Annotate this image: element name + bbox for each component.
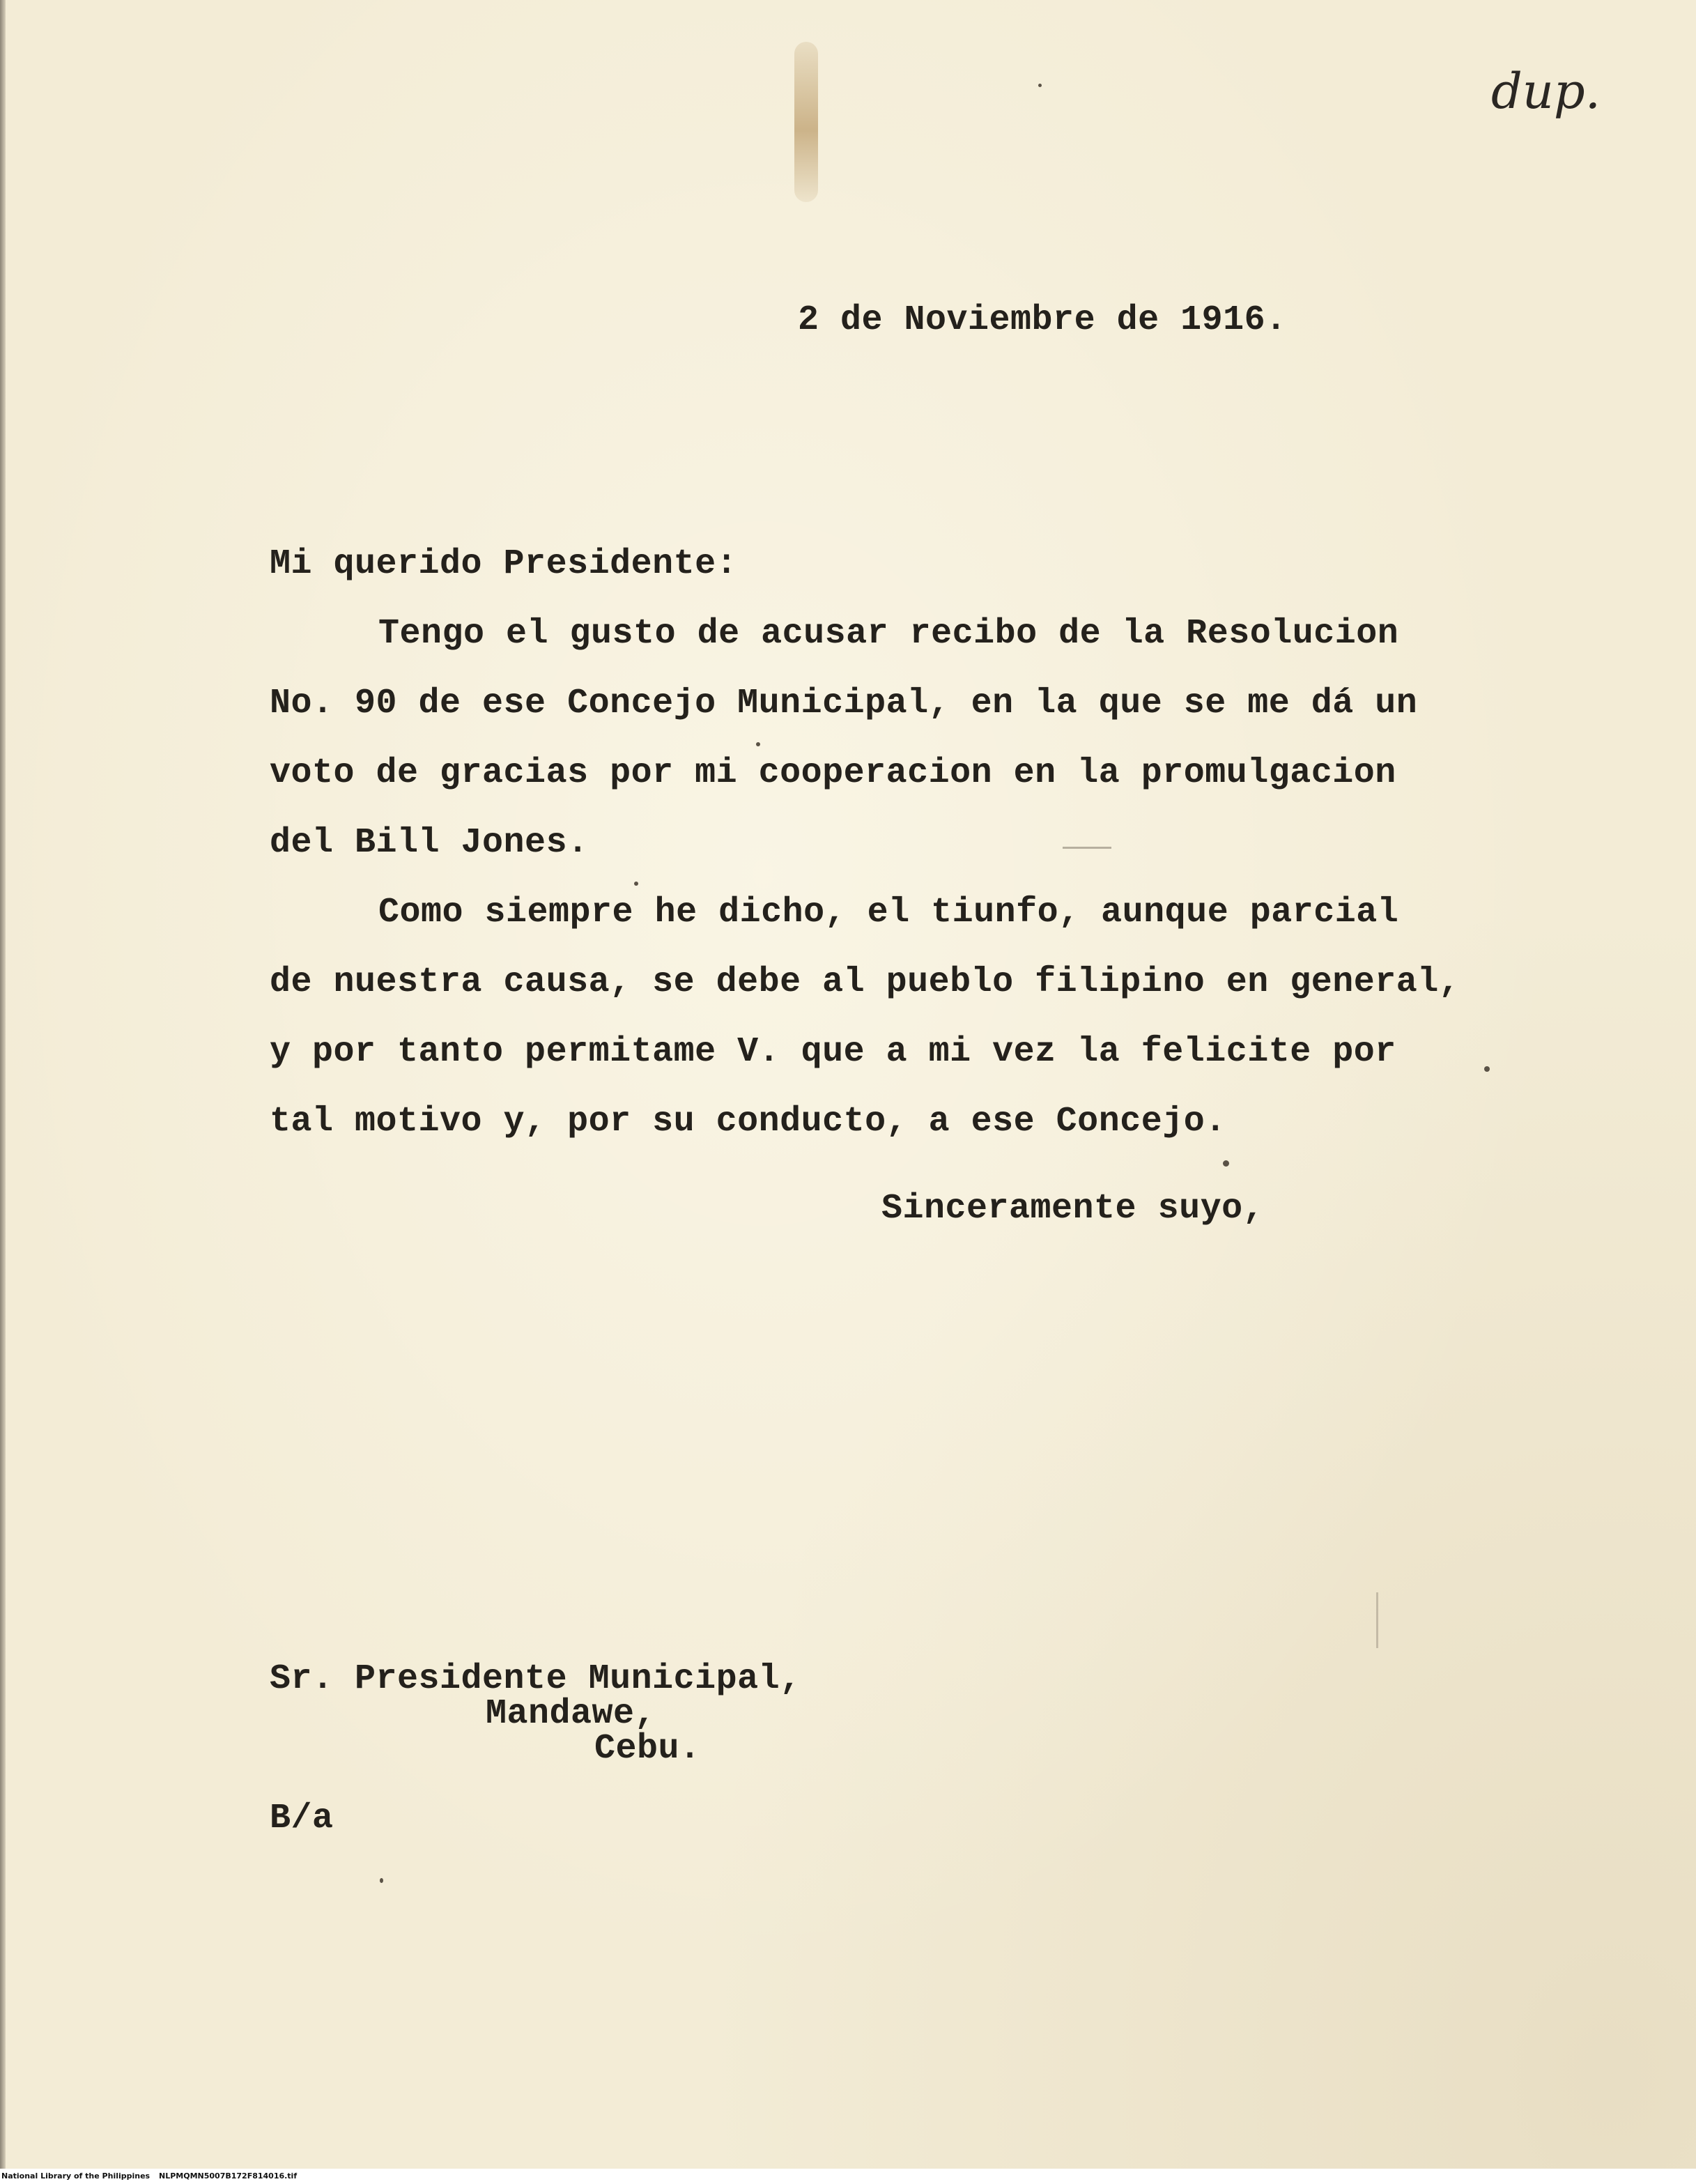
paper-mark xyxy=(1376,1592,1378,1648)
paragraph-line: Tengo el gusto de acusar recibo de la Resolucion xyxy=(378,614,1399,654)
scan-footer xyxy=(0,2169,1696,2184)
ink-speck xyxy=(1484,1066,1490,1072)
recipient-line: Cebu. xyxy=(594,1729,701,1769)
page-edge-shadow xyxy=(0,0,6,2184)
ink-speck xyxy=(380,1878,383,1883)
paper-mark xyxy=(1063,847,1111,849)
closing: Sinceramente suyo, xyxy=(881,1189,1265,1229)
typist-initials: B/a xyxy=(270,1799,334,1838)
salutation: Mi querido Presidente: xyxy=(270,544,738,584)
paragraph-line: y por tanto permitame V. que a mi vez la felicite por xyxy=(270,1032,1396,1072)
paragraph-line: de nuestra causa, se debe al pueblo filipino en general, xyxy=(270,962,1460,1002)
ink-speck xyxy=(634,882,638,886)
recipient-line: Sr. Presidente Municipal, xyxy=(270,1659,801,1699)
footer-file-id: NLPMQMN5007B172F814016.tif xyxy=(159,2171,298,2181)
paragraph-line: voto de gracias por mi cooperacion en la promulgacion xyxy=(270,753,1396,793)
letter-date: 2 de Noviembre de 1916. xyxy=(798,300,1287,340)
footer-institution: National Library of the Philippines xyxy=(1,2171,151,2181)
paragraph-line: del Bill Jones. xyxy=(270,823,589,863)
paragraph-line: tal motivo y, por su conducto, a ese Concejo. xyxy=(270,1102,1226,1141)
ink-speck xyxy=(1038,84,1042,87)
ink-speck xyxy=(1223,1160,1229,1167)
paper-stain xyxy=(794,42,818,202)
paragraph-line: No. 90 de ese Concejo Municipal, en la que se me dá un xyxy=(270,684,1418,723)
paragraph-line: Como siempre he dicho, el tiunfo, aunque parcial xyxy=(378,893,1399,932)
ink-speck xyxy=(756,742,760,746)
handwritten-annotation: dup. xyxy=(1491,63,1601,120)
recipient-line: Mandawe, xyxy=(486,1694,656,1734)
